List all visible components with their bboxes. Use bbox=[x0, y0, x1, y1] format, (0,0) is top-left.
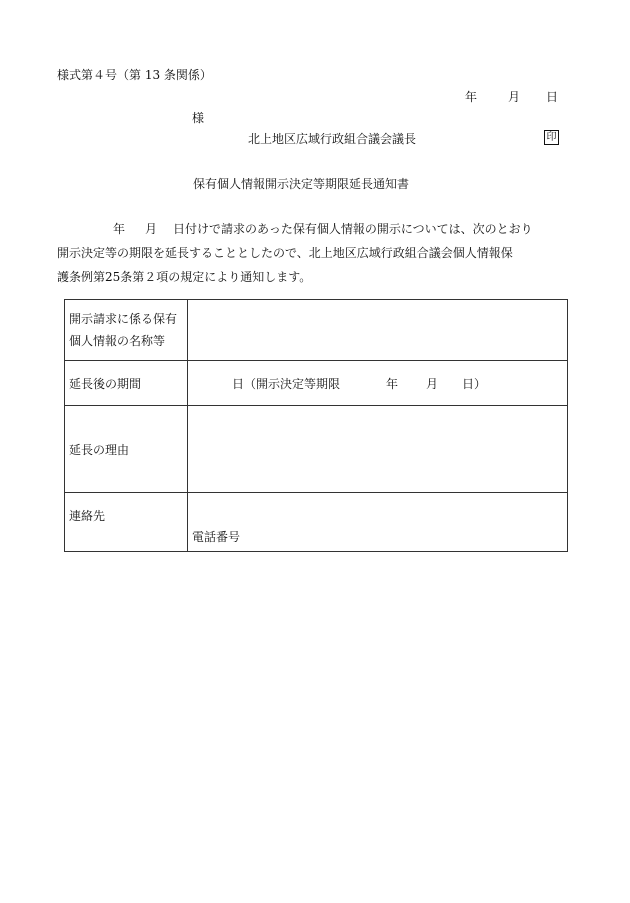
period-day-end: 日） bbox=[462, 376, 487, 391]
date-month: 月 bbox=[508, 90, 521, 104]
period-year: 年 bbox=[386, 376, 399, 391]
name-label-line-2: 個人情報の名称等 bbox=[69, 334, 166, 348]
period-month: 月 bbox=[426, 376, 439, 391]
name-label bbox=[65, 300, 188, 361]
period-value[interactable] bbox=[188, 361, 568, 406]
body-month: 月 bbox=[145, 222, 158, 236]
info-table bbox=[64, 299, 568, 552]
addressee-suffix: 様 bbox=[192, 111, 205, 125]
table-row bbox=[65, 493, 568, 552]
body-line-2: 開示決定等の期限を延長することとしたので、北上地区広域行政組合議会個人情報保 bbox=[57, 246, 513, 260]
name-label-line-1: 開示請求に係る保有 bbox=[69, 312, 178, 326]
body-line-1 bbox=[57, 217, 573, 241]
table-row bbox=[65, 406, 568, 493]
body-line-1-text: 日付けで請求のあった保有個人情報の開示については、次のとおり bbox=[173, 222, 533, 236]
contact-label: 連絡先 bbox=[65, 493, 188, 552]
sender-name: 北上地区広域行政組合議会議長 bbox=[248, 132, 417, 146]
date-year: 年 bbox=[465, 90, 478, 104]
period-day: 日（開示決定等期限 bbox=[232, 376, 341, 391]
date-day: 日 bbox=[546, 90, 559, 104]
body-line-3: 護条例第25条第２項の規定により通知します。 bbox=[57, 270, 312, 284]
period-label: 延長後の期間 bbox=[65, 361, 188, 406]
body-text bbox=[57, 217, 573, 289]
table-row bbox=[65, 300, 568, 361]
seal-mark: 印 bbox=[544, 130, 559, 145]
form-number: 様式第４号（第 13 条関係） bbox=[57, 68, 212, 82]
contact-value[interactable]: 電話番号 bbox=[188, 493, 568, 552]
document-title: 保有個人情報開示決定等期限延長通知書 bbox=[193, 177, 410, 191]
reason-label: 延長の理由 bbox=[65, 406, 188, 493]
name-value[interactable] bbox=[188, 300, 568, 361]
body-year: 年 bbox=[113, 222, 126, 236]
table-row bbox=[65, 361, 568, 406]
reason-value[interactable] bbox=[188, 406, 568, 493]
